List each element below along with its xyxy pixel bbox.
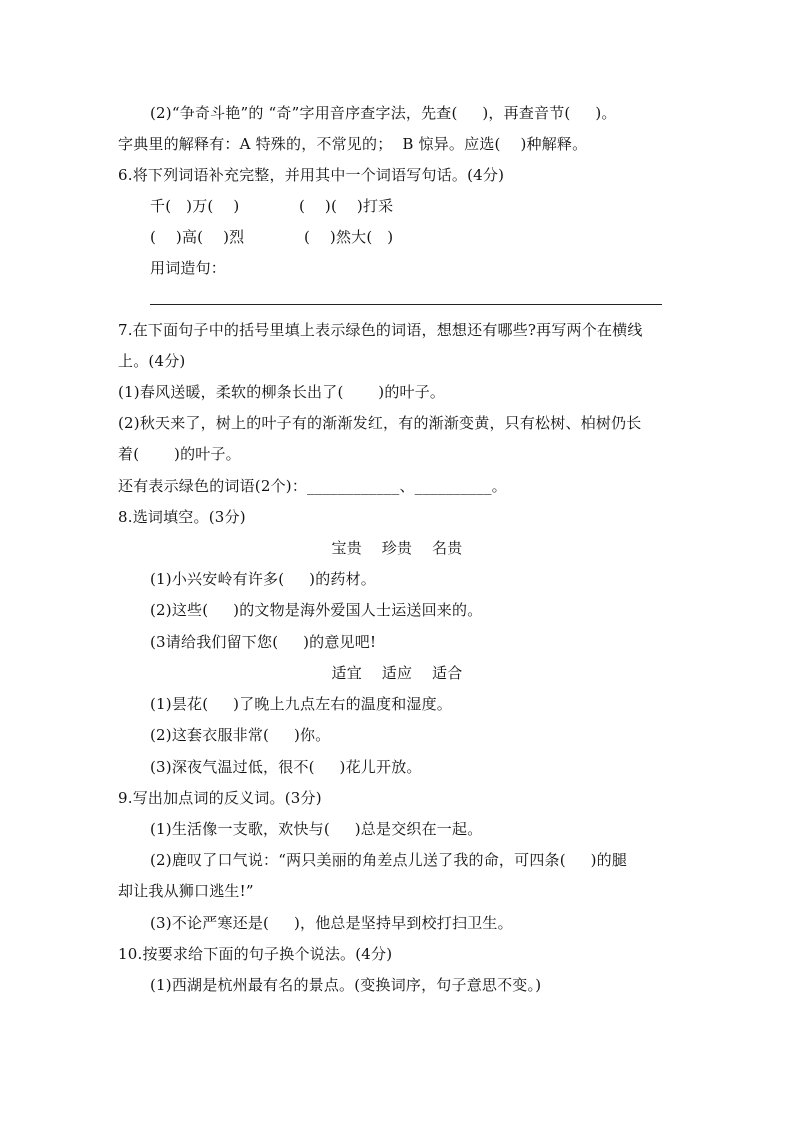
q9-item2-line1: (2)鹿叹了口气说：“两只美丽的角差点儿送了我的命，可四条( )的腿	[150, 851, 628, 869]
q6-sentence-label: 用词造句：	[150, 259, 227, 277]
q5-part2-line1: (2)“争奇斗艳”的 “奇”字用音序查字法，先查( )，再查音节( )。	[150, 104, 617, 122]
q8-word-bank-2: 适宜 适应 适合	[331, 664, 463, 682]
q6-words-row1: 千( )万( ) ( )( )打采	[150, 197, 394, 215]
q6-heading: 6.将下列词语补充完整，并用其中一个词语写句话。(4分)	[118, 166, 505, 184]
q8-heading: 8.选词填空。(3分)	[118, 508, 246, 526]
q7-heading-line1: 7.在下面句子中的括号里填上表示绿色的词语，想想还有哪些?再写两个在横线	[118, 321, 643, 339]
q8-group2-item2: (2)这套衣服非常( )你。	[150, 726, 331, 744]
q8-group1-item3: (3请给我们留下您( )的意见吧!	[150, 633, 377, 651]
q10-heading: 10.按要求给下面的句子换个说法。(4分)	[118, 945, 393, 963]
q9-item3: (3)不论严寒还是( )，他总是坚持早到校打扫卫生。	[150, 914, 513, 932]
q7-item2-line1: (2)秋天来了，树上的叶子有的渐渐发红，有的渐渐变黄，只有松树、柏树仍长	[118, 414, 642, 432]
q5-part2-line2: 字典里的解释有：A 特殊的，不常见的； B 惊异。应选( )种解释。	[118, 135, 588, 153]
q6-words-row2: ( )高( )烈 ( )然大( )	[150, 228, 394, 246]
q10-item1: (1)西湖是杭州最有名的景点。(变换词序，句子意思不变。)	[150, 976, 542, 994]
q9-item1: (1)生活像一支歌，欢快与( )总是交织在一起。	[150, 820, 483, 838]
q7-heading-line2: 上。(4分)	[118, 352, 186, 370]
q8-group1-item1: (1)小兴安岭有许多( )的药材。	[150, 570, 376, 588]
q9-heading: 9.写出加点词的反义词。(3分)	[118, 789, 322, 807]
q6-answer-line[interactable]	[150, 304, 662, 305]
q9-item2-line2: 却让我从狮口逃生!”	[118, 882, 254, 900]
q8-word-bank-1: 宝贵 珍贵 名贵	[331, 539, 463, 557]
q8-group1-item2: (2)这些( )的文物是海外爱国人士运送回来的。	[150, 601, 483, 619]
q7-extra-words: 还有表示绿色的词语(2个)：____________、__________。	[118, 477, 507, 495]
q7-item2-line2: 着( )的叶子。	[118, 445, 241, 463]
q8-group2-item1: (1)昙花( )了晚上九点左右的温度和湿度。	[150, 695, 452, 713]
q7-item1: (1)春风送暖，柔软的柳条长出了( )的叶子。	[118, 383, 446, 401]
q8-group2-item3: (3)深夜气温过低，很不( )花儿开放。	[150, 758, 422, 776]
